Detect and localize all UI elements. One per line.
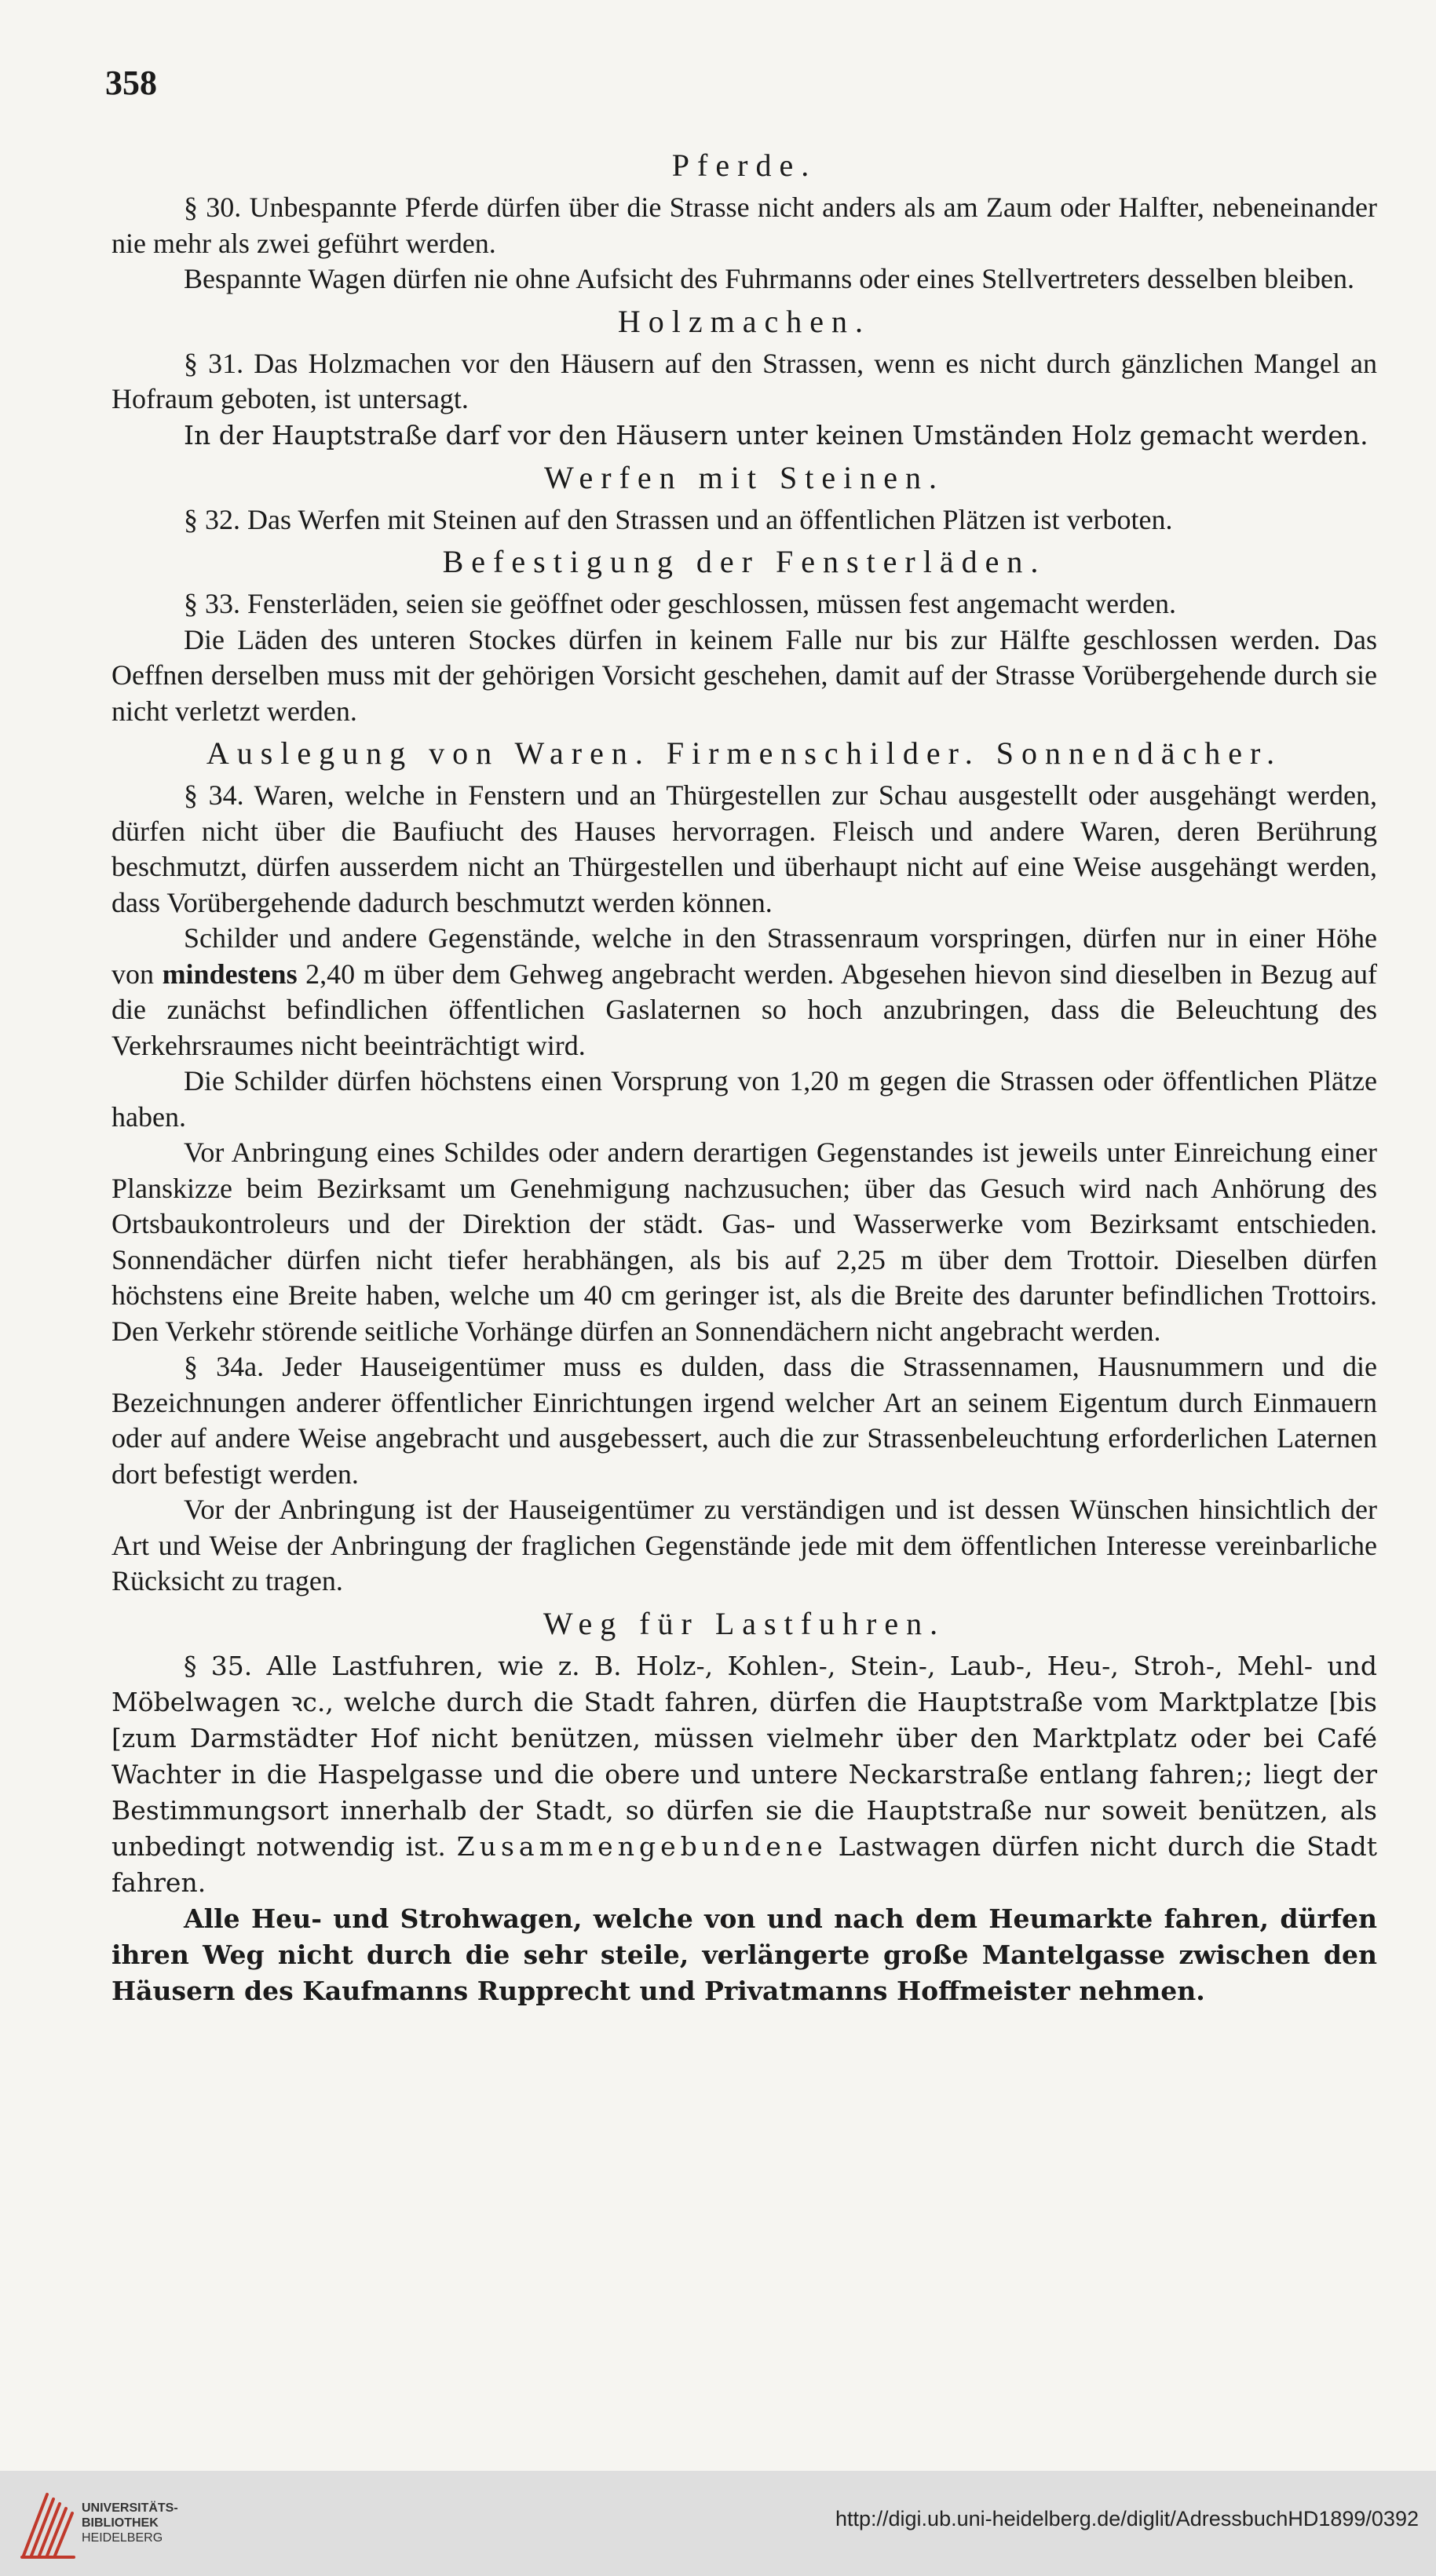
paragraph-s31-b	[111, 418, 1377, 454]
paragraph-text: Vor Anbringung eines Schildes oder andern derartigen Gegenstandes ist jeweils unter Einreichung einer Planskizze beim Bezirksamt um Genehmigung nachzusuchen; über das Gesuch wird nach Anhörung des Ortsbaukontroleurs und der Direktion der städt. Gas- und Wasserwerke vom Bezirksamt entschieden. Sonnendächer dürfen nicht tiefer herabhängen, als bis auf 2,25 m über dem Trottoir. Dieselben dürfen höchstens eine Breite haben, welche um 40 cm geringer ist, als die Breite des darunter befindlichen Trottoirs. Den Verkehr störende seitliche Vorhänge dürfen an Sonnendächern nicht angebracht werden.	[111, 1137, 1377, 1347]
paragraph-text: § 33. Fensterläden, seien sie geöffnet oder geschlossen, müssen fest angemacht werden.	[184, 588, 1176, 619]
paragraph-text: § 32. Das Werfen mit Steinen auf den Strassen und an öffentlichen Plätzen ist verboten.	[184, 503, 1173, 535]
page-content	[111, 141, 1377, 2009]
paragraph-text: Alle Heu- und Strohwagen, welche von und nach dem Heumarkte fahren, dürfen ihren Weg nicht durch die sehr steile, verlängerte große Mantelgasse zwischen den Häusern des Kaufmanns Rupprecht und Privatmanns Hoffmeister nehmen.	[111, 1903, 1377, 2006]
section-heading-werfen: Werfen mit Steinen.	[543, 459, 945, 495]
library-logo-text	[82, 2501, 178, 2545]
paragraph-s35	[111, 1648, 1377, 1901]
library-logo-icon	[19, 2483, 77, 2562]
paragraph-text: Die Läden des unteren Stockes dürfen in keinem Falle nur bis zur Hälfte geschlossen werden. Das Oeffnen derselben muss mit der gehörigen Vorsicht geschehen, damit auf der Strasse Vorübergehende durch sie nicht verletzt werden.	[111, 623, 1377, 727]
page-number: 358	[105, 64, 157, 102]
paragraph-text: Schilder und andere Gegenstände, welche in den Strassenraum vorspringen, dürfen nur in einer Höhe von	[111, 922, 1377, 990]
paragraph-text: In der Hauptstraße darf vor den Häusern unter keinen Umständen Holz gemacht werden.	[184, 419, 1368, 451]
paragraph-s34-anbringung	[111, 1135, 1377, 1349]
logo-line: BIBLIOTHEK	[82, 2516, 159, 2530]
paragraph-s30	[111, 190, 1377, 261]
paragraph-s34	[111, 778, 1377, 921]
paragraph-text: Bespannte Wagen dürfen nie ohne Aufsicht des Fuhrmanns oder eines Stellvertreters desselben bleiben.	[184, 263, 1355, 294]
paragraph-s30-b	[111, 261, 1377, 297]
emphasis-text: mindestens	[162, 958, 298, 990]
paragraph-text: § 35. Alle Lastfuhren, wie z. B. Holz-, Kohlen-, Stein-, Laub-, Heu-, Stroh-, Mehl- und Möbelwagen ꝛc., welche durch die Stadt fahren, dürfen die Hauptstraße vom Marktplatze [bis [zum Darmstädter Hof nicht benützen, müssen vielmehr über den Marktplatz oder bei Café Wachter in die Haspelgasse und die obere und untere Neckarstraße entlang fahren;; liegt der Bestimmungsort innerhalb der Stadt, so dürfen sie die Hauptstraße nur soweit benützen, als unbedingt notwendig ist.	[111, 1650, 1377, 1862]
section-heading-fensterlaeden: Befestigung der Fensterläden.	[442, 544, 1047, 579]
paragraph-text: § 34a. Jeder Hauseigentümer muss es dulden, dass die Strassennamen, Hausnummern und die Bezeichnungen anderer öffentlicher Einrichtungen irgend welcher Art an seinem Eigentum durch Einmauern oder auf andere Weise angebracht und ausgebessert, auch die zur Strassenbeleuchtung erforderlichen Laternen dort befestigt werden.	[111, 1351, 1377, 1490]
logo-line: UNIVERSITÄTS-	[82, 2501, 178, 2515]
paragraph-s33	[111, 586, 1377, 622]
section-heading-holzmachen: Holzmachen.	[617, 303, 871, 339]
paragraph-text: § 31. Das Holzmachen vor den Häusern auf den Strassen, wenn es nicht durch gänzlichen Mangel an Hofraum geboten, ist untersagt.	[111, 347, 1377, 414]
section-heading-lastfuhren: Weg für Lastfuhren.	[543, 1605, 946, 1641]
paragraph-s34-schilder	[111, 921, 1377, 1064]
section-heading-pferde: Pferde.	[671, 148, 817, 183]
paragraph-text: § 30. Unbespannte Pferde dürfen über die Strasse nicht anders als am Zaum oder Halfter, nebeneinander nie mehr als zwei geführt werden.	[111, 192, 1377, 259]
source-url-link[interactable]: http://digi.ub.uni-heidelberg.de/diglit/AdressbuchHD1899/0392	[835, 2507, 1419, 2530]
paragraph-s34-vorsprung	[111, 1064, 1377, 1135]
emphasis-text: Zusammengebundene	[456, 1830, 828, 1862]
paragraph-text: Vor der Anbringung ist der Hauseigentümer zu verständigen und ist dessen Wünschen hinsichtlich der Art und Weise der Anbringung der fraglichen Gegenstände jede mit dem öffentlichen Interesse vereinbarliche Rücksicht zu tragen.	[111, 1494, 1377, 1596]
paragraph-s34a	[111, 1349, 1377, 1492]
paragraph-s34a-b	[111, 1492, 1377, 1600]
logo-line: HEIDELBERG	[82, 2531, 163, 2545]
paragraph-s32	[111, 502, 1377, 538]
paragraph-text: 2,40 m über dem Gehweg angebracht werden. Abgesehen hievon sind dieselben in Bezug auf die zunächst befindlichen öffentlichen Gaslaternen so hoch anzubringen, dass die Beleuchtung des Verkehrsraumes nicht beeinträchtigt wird.	[111, 958, 1377, 1061]
section-heading-auslegung: Auslegung von Waren. Firmenschilder. Sonnendächer.	[206, 735, 1283, 771]
paragraph-s33-b	[111, 622, 1377, 730]
footer-bar	[0, 2471, 1436, 2576]
paragraph-s31	[111, 346, 1377, 418]
paragraph-text: Lastwagen dürfen nicht durch die Stadt fahren.	[111, 1830, 1377, 1898]
paragraph-text: Die Schilder dürfen höchstens einen Vorsprung von 1,20 m gegen die Strassen oder öffentlichen Plätze haben.	[111, 1065, 1377, 1133]
paragraph-text: § 34. Waren, welche in Fenstern und an Thürgestellen zur Schau ausgestellt oder ausgehängt werden, dürfen nicht über die Baufiucht des Hauses hervorragen. Fleisch und andere Waren, deren Berührung beschmutzt, dürfen ausserdem nicht an Thürgestellen und überhaupt nicht auf eine Weise ausgehängt werden, dass Vorübergehende dadurch beschmutzt werden können.	[111, 779, 1377, 918]
paragraph-s35-b	[111, 1901, 1377, 2009]
